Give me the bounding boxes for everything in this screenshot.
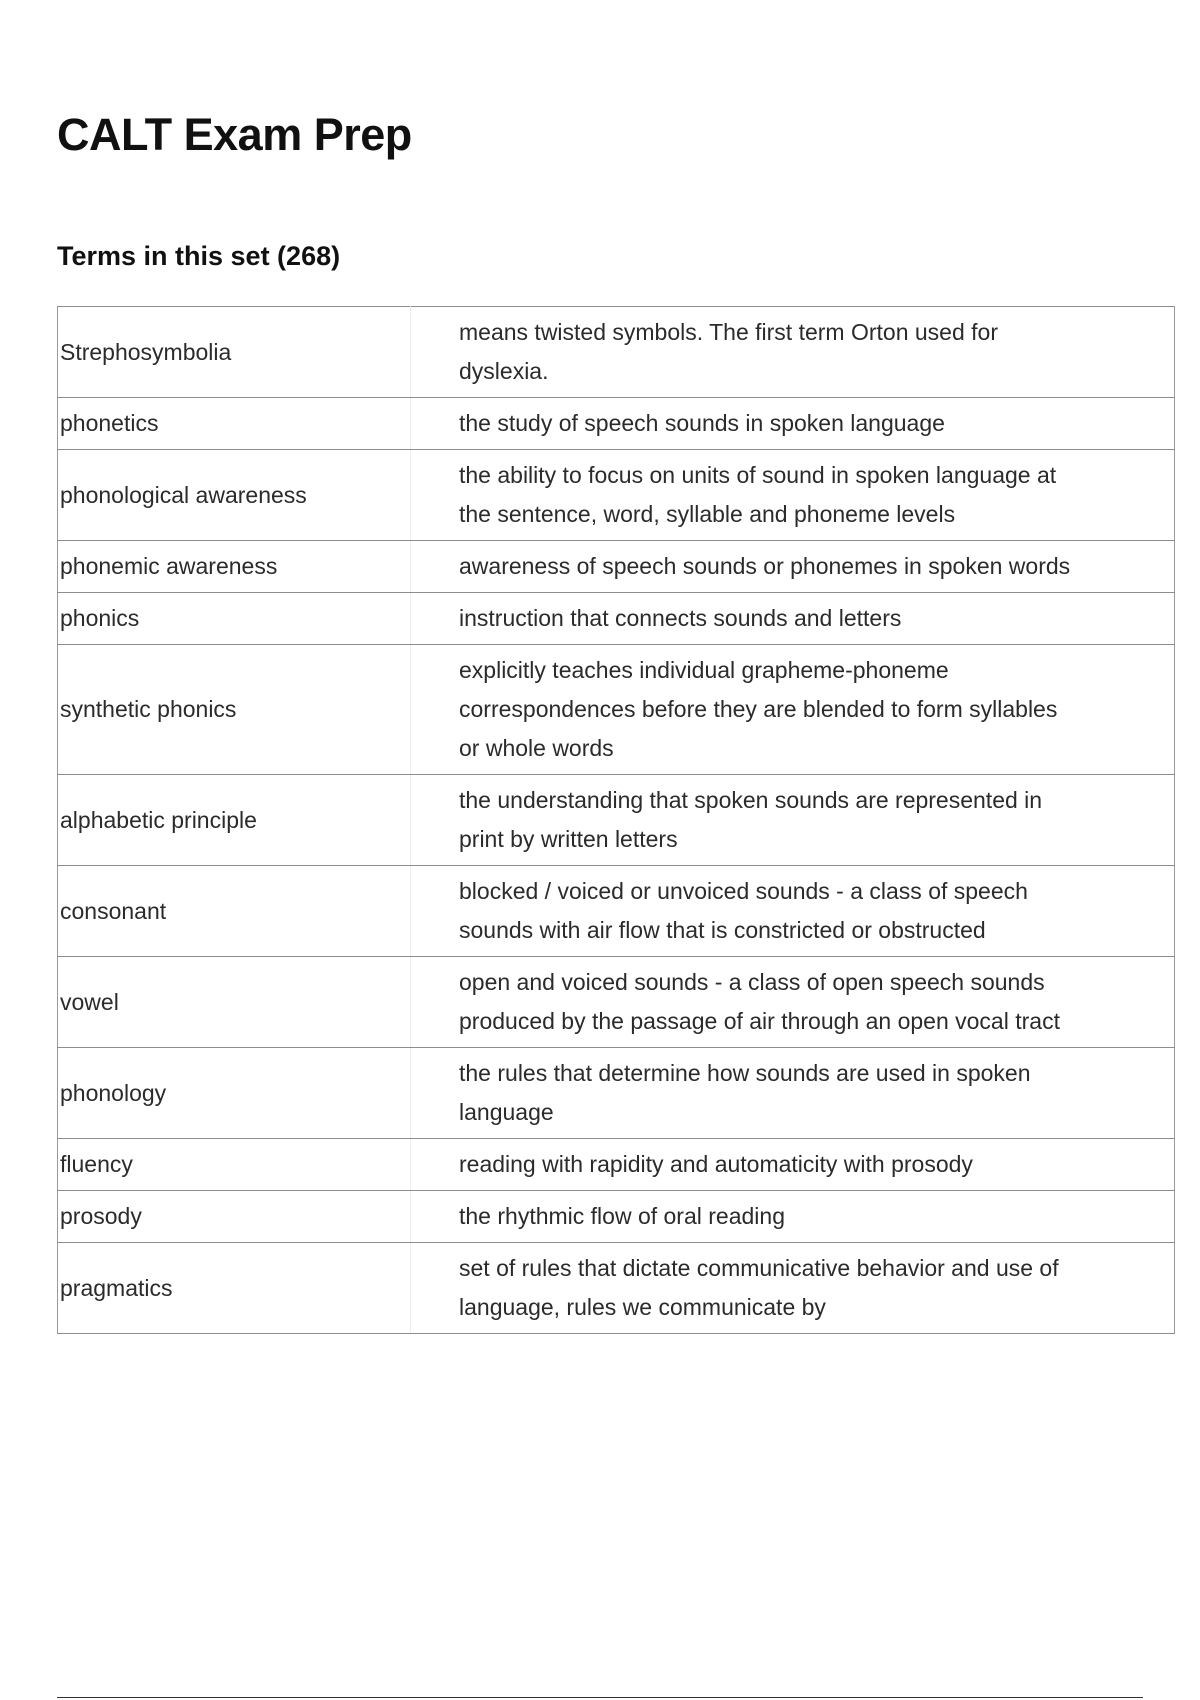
definition-cell: the rhythmic flow of oral reading (411, 1191, 1175, 1243)
definition-cell: instruction that connects sounds and letters (411, 593, 1175, 645)
page-bottom-divider (57, 1697, 1143, 1698)
table-row (58, 1048, 1175, 1139)
terms-table-body (58, 307, 1175, 1334)
definition-cell: explicitly teaches individual grapheme-phoneme correspondences before they are blended to form syllables or whole words (411, 645, 1175, 775)
table-row (58, 866, 1175, 957)
definition-cell: the rules that determine how sounds are used in spoken language (411, 1048, 1175, 1139)
term-cell: alphabetic principle (58, 775, 411, 866)
terms-table (57, 306, 1175, 1334)
definition-cell: the study of speech sounds in spoken language (411, 398, 1175, 450)
term-cell: consonant (58, 866, 411, 957)
term-cell: Strephosymbolia (58, 307, 411, 398)
definition-cell: reading with rapidity and automaticity with prosody (411, 1139, 1175, 1191)
table-row (58, 1243, 1175, 1334)
term-cell: prosody (58, 1191, 411, 1243)
definition-cell: means twisted symbols. The first term Orton used for dyslexia. (411, 307, 1175, 398)
term-cell: phonetics (58, 398, 411, 450)
term-cell: phonological awareness (58, 450, 411, 541)
table-row (58, 1139, 1175, 1191)
definition-cell: set of rules that dictate communicative behavior and use of language, rules we communicate by (411, 1243, 1175, 1334)
page-title: CALT Exam Prep (57, 109, 412, 160)
term-cell: fluency (58, 1139, 411, 1191)
table-row (58, 1191, 1175, 1243)
table-row (58, 645, 1175, 775)
term-cell: pragmatics (58, 1243, 411, 1334)
definition-cell: the understanding that spoken sounds are represented in print by written letters (411, 775, 1175, 866)
term-cell: phonics (58, 593, 411, 645)
term-cell: vowel (58, 957, 411, 1048)
table-row (58, 450, 1175, 541)
table-row (58, 307, 1175, 398)
definition-cell: awareness of speech sounds or phonemes in spoken words (411, 541, 1175, 593)
definition-cell: open and voiced sounds - a class of open speech sounds produced by the passage of air through an open vocal tract (411, 957, 1175, 1048)
table-row (58, 541, 1175, 593)
definition-cell: the ability to focus on units of sound in spoken language at the sentence, word, syllable and phoneme levels (411, 450, 1175, 541)
terms-count-heading: Terms in this set (268) (57, 241, 341, 271)
table-row (58, 775, 1175, 866)
term-cell: phonology (58, 1048, 411, 1139)
table-row (58, 398, 1175, 450)
definition-cell: blocked / voiced or unvoiced sounds - a class of speech sounds with air flow that is constricted or obstructed (411, 866, 1175, 957)
term-cell: phonemic awareness (58, 541, 411, 593)
term-cell: synthetic phonics (58, 645, 411, 775)
table-row (58, 593, 1175, 645)
table-row (58, 957, 1175, 1048)
